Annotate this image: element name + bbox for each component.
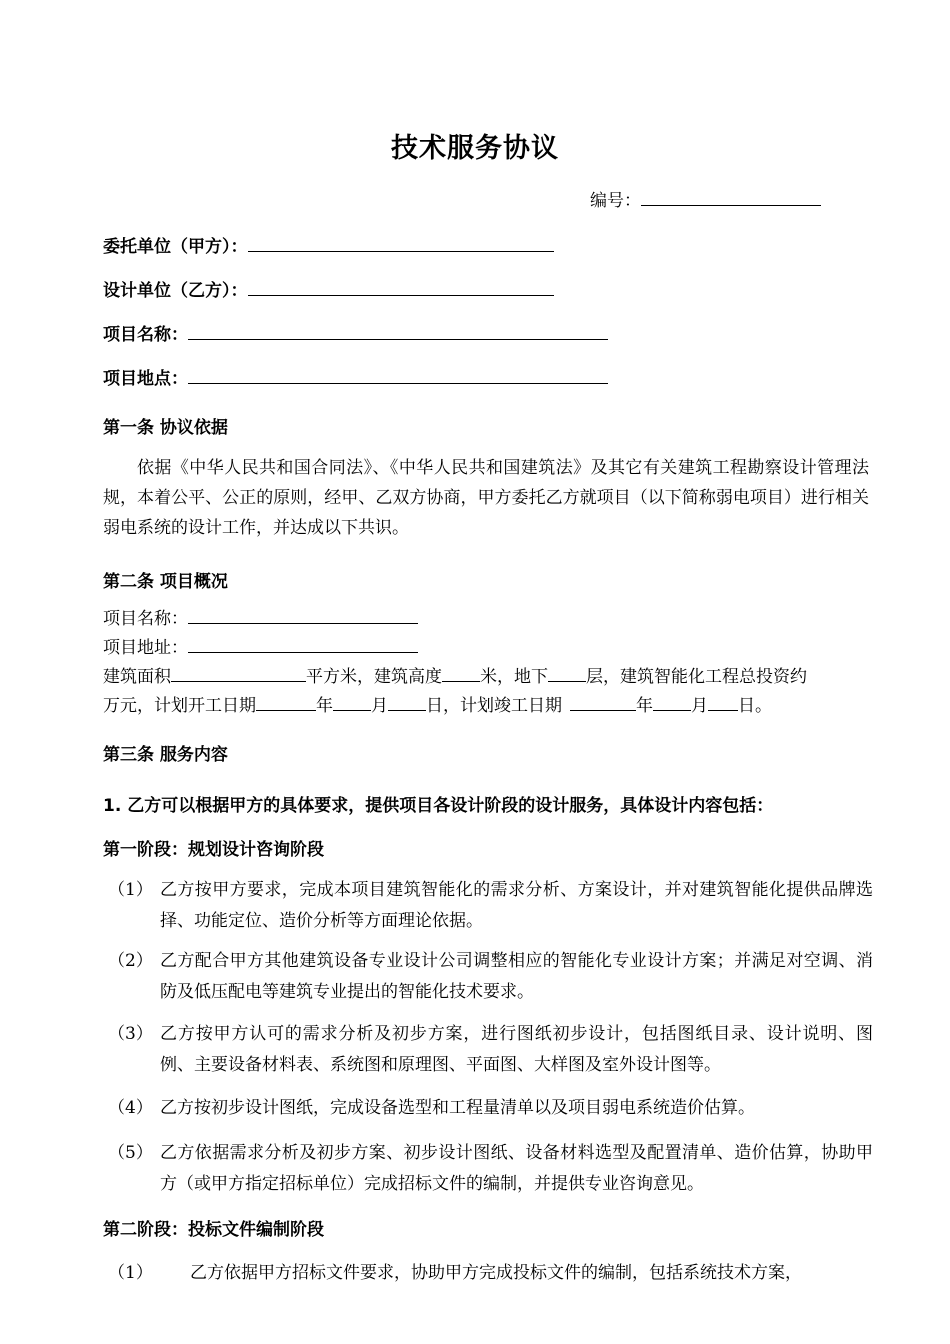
item-text: 乙方依据甲方招标文件要求，协助甲方完成投标文件的编制，包括系统技术方案， [190, 1263, 802, 1283]
stage1-item-1 [103, 875, 873, 937]
article2-heading: 第二条 项目概况 [103, 572, 228, 592]
height-blank [442, 663, 480, 682]
designer-field [103, 276, 554, 301]
overview-project-address-label: 项目地址： [103, 638, 188, 658]
article1-heading: 第一条 协议依据 [103, 418, 228, 438]
start-day-blank [388, 692, 426, 711]
end-day-label: 日。 [738, 696, 772, 716]
area-label: 建筑面积 [103, 667, 171, 687]
item-number: （5） [108, 1143, 153, 1163]
start-year-label: 年 [316, 696, 333, 716]
client-blank [248, 233, 554, 252]
document-title: 技术服务协议 [391, 133, 559, 164]
investment-unit: 万元，计划开工日期 [103, 696, 256, 716]
project-location-field [103, 364, 608, 389]
end-year-blank [570, 692, 636, 711]
stage1-item-2 [103, 946, 873, 1008]
start-month-label: 月 [371, 696, 388, 716]
item-text: 乙方按甲方认可的需求分析及初步方案，进行图纸初步设计，包括图纸目录、设计说明、图例、主要设备材料表、系统图和原理图、平面图、大样图及室外设计图等。 [160, 1024, 873, 1075]
stage2-item-1 [103, 1258, 873, 1289]
area-blank [171, 663, 306, 682]
designer-label: 设计单位（乙方）： [103, 281, 248, 301]
contract-number-row [590, 186, 821, 211]
project-location-label: 项目地点： [103, 369, 188, 389]
overview-schedule-line [103, 691, 772, 716]
client-label: 委托单位（甲方）： [103, 237, 248, 257]
client-field [103, 232, 554, 257]
end-year-label: 年 [636, 696, 653, 716]
stage2-heading: 第二阶段：投标文件编制阶段 [103, 1220, 324, 1240]
end-month-blank [653, 692, 691, 711]
start-day-label: 日，计划竣工日期 [426, 696, 562, 716]
contract-number-blank [641, 187, 821, 206]
overview-project-address [103, 633, 418, 658]
overview-building-line [103, 662, 807, 687]
end-day-blank [708, 692, 738, 711]
item-text: 乙方按甲方要求，完成本项目建筑智能化的需求分析、方案设计，并对建筑智能化提供品牌选择、功能定位、造价分析等方面理论依据。 [160, 880, 873, 931]
stage1-item-5 [103, 1138, 873, 1200]
project-name-field [103, 320, 608, 345]
floor-blank [548, 663, 586, 682]
item-number: （1） [108, 880, 153, 900]
floor-unit: 层，建筑智能化工程总投资约 [586, 667, 807, 687]
end-month-label: 月 [691, 696, 708, 716]
item-number: （3） [108, 1024, 153, 1044]
overview-project-name [103, 604, 418, 629]
item-text: 乙方依据需求分析及初步方案、初步设计图纸、设备材料选型及配置清单、造价估算，协助甲方（或甲方指定招标单位）完成招标文件的编制，并提供专业咨询意见。 [160, 1143, 873, 1194]
item-number: （2） [108, 951, 153, 971]
project-location-blank [188, 365, 608, 384]
article1-body: 依据《中华人民共和国合同法》、《中华人民共和国建筑法》及其它有关建筑工程勘察设计管理法规，本着公平、公正的原则，经甲、乙双方协商，甲方委托乙方就项目（以下简称弱电项目）进行相关弱电系统的设计工作，并达成以下共识。 [103, 458, 869, 538]
stage1-item-4 [103, 1093, 873, 1124]
item-number: （1） [108, 1263, 153, 1283]
article3-heading: 第三条 服务内容 [103, 745, 228, 765]
overview-project-name-blank [188, 605, 418, 624]
item-text: 乙方按初步设计图纸，完成设备选型和工程量清单以及项目弱电系统造价估算。 [160, 1098, 755, 1118]
designer-blank [248, 277, 554, 296]
area-unit: 平方米，建筑高度 [306, 667, 442, 687]
project-name-blank [188, 321, 608, 340]
project-name-label: 项目名称： [103, 325, 188, 345]
stage1-item-3 [103, 1019, 873, 1081]
item-text: 乙方配合甲方其他建筑设备专业设计公司调整相应的智能化专业设计方案；并满足对空调、消防及低压配电等建筑专业提出的智能化技术要求。 [160, 951, 873, 1002]
item-number: （4） [108, 1098, 153, 1118]
stage1-heading: 第一阶段：规划设计咨询阶段 [103, 840, 324, 860]
start-month-blank [333, 692, 371, 711]
article3-point1: 1. 乙方可以根据甲方的具体要求，提供项目各设计阶段的设计服务，具体设计内容包括： [103, 796, 774, 816]
start-year-blank [256, 692, 316, 711]
contract-number-label: 编号： [590, 191, 641, 211]
overview-project-name-label: 项目名称： [103, 609, 188, 629]
height-unit: 米，地下 [480, 667, 548, 687]
overview-project-address-blank [188, 634, 418, 653]
